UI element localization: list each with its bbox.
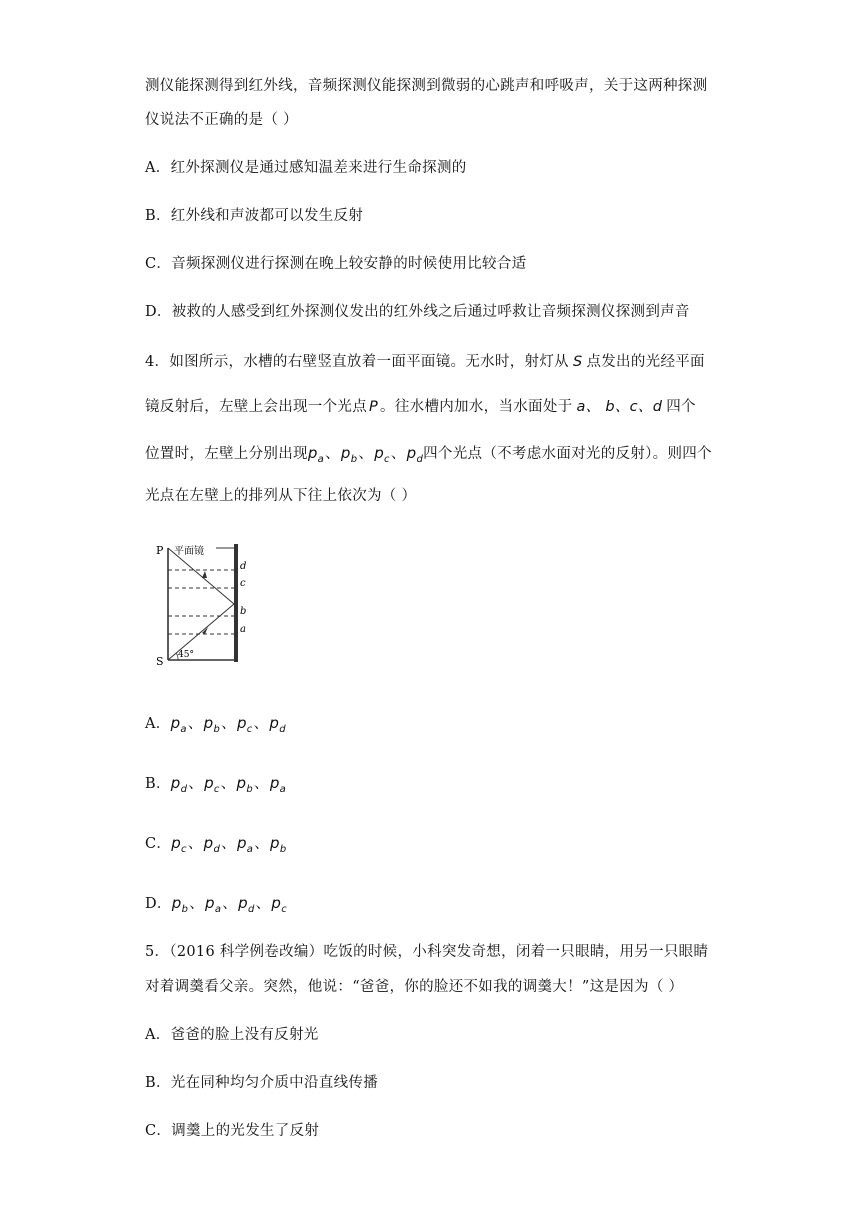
option-label: D． [145, 896, 172, 912]
spot-c: $p_c$ [171, 834, 187, 855]
q3-stem-line2: 仪说法不正确的是（ ） [145, 112, 298, 128]
spot-c: $p_c$ [204, 774, 220, 795]
mirror-wall [234, 544, 238, 662]
label-angle: 45° [178, 650, 194, 660]
q4-text: 四个光点（不考虑水面对光的反射）。则四个 [423, 446, 712, 462]
spot-c: $p_c$ [236, 714, 253, 735]
option-label: C． [145, 1123, 172, 1139]
q3-option-b [145, 204, 363, 225]
q4-option-b: B．$p_d$、$p_c$、$p_b$、$p_a$ [145, 774, 287, 795]
option-label: A． [145, 160, 171, 176]
option-text: 光在同种均匀介质中沿直线传播 [170, 1075, 378, 1091]
q5-stem-line1: 5．（2016 科学例卷改编）吃饭的时候，小科突发奇想，闭着一只眼睛，用另一只眼睛 [145, 944, 709, 960]
spot-a: $p_a$ [269, 774, 287, 795]
option-label: B． [145, 776, 171, 792]
option-text: 爸爸的脸上没有反射光 [170, 1027, 319, 1043]
q3-option-c [145, 252, 526, 273]
option-label: D． [145, 304, 172, 320]
spot-b: $p_b$ [203, 714, 221, 735]
spot-a: $p_a$ [205, 894, 222, 915]
tank-mirror-figure [150, 538, 260, 668]
label-level-d: d [240, 561, 247, 572]
option-label: A． [145, 716, 171, 732]
option-text: 音频探测仪进行探测在晚上较安静的时候使用比较合适 [171, 256, 527, 272]
option-text: 红外线和声波都可以发生反射 [170, 208, 364, 224]
q3-option-d [145, 300, 690, 321]
q4-text: 镜反射后，左壁上会出现一个光点 [145, 399, 367, 415]
point-p: P [369, 399, 379, 415]
spot-d: $p_d$ [269, 714, 286, 735]
q4-stem-line3 [145, 442, 712, 463]
spot-a: $p_a$ [236, 834, 254, 855]
q4-text: 四个 [666, 399, 696, 415]
option-label: C． [145, 836, 172, 852]
option-text: 红外探测仪是通过感知温差来进行生命探测的 [170, 160, 467, 176]
label-mirror: 平面镜 [174, 546, 204, 557]
spot-c: $p_c$ [374, 444, 390, 465]
spot-b: $p_b$ [340, 444, 358, 465]
spot-list: $p_a$、$p_b$、$p_c$、$p_d$ [307, 444, 424, 465]
q4-option-c: C．$p_c$、$p_d$、$p_a$、$p_b$ [145, 834, 287, 855]
q4-stem-line1 [145, 350, 705, 371]
q4-text: 4．如图所示，水槽的右壁竖直放着一面平面镜。无水时，射灯从 [145, 354, 569, 370]
spot-d: $p_d$ [170, 774, 188, 795]
water-levels: a、 b、c、d [576, 399, 663, 415]
option-label: C． [145, 256, 172, 272]
option-text: 被救的人感受到红外探测仪发出的红外线之后通过呼救让音频探测仪探测到声音 [171, 304, 690, 320]
option-label: A． [145, 1027, 171, 1043]
spot-a: $p_a$ [170, 714, 187, 735]
label-level-a: a [240, 624, 246, 635]
spot-d: $p_d$ [406, 444, 424, 465]
spot-d: $p_d$ [203, 834, 221, 855]
spot-c: $p_c$ [271, 894, 288, 915]
label-level-c: c [240, 578, 246, 589]
option-text: 调羹上的光发生了反射 [171, 1123, 320, 1139]
q4-stem-line2 [145, 395, 696, 416]
point-s: S [572, 354, 583, 370]
label-level-b: b [240, 606, 247, 617]
label-s: S [156, 655, 164, 668]
q4-text: 位置时，左壁上分别出现 [145, 446, 308, 462]
q4-text: 点发出的光经平面 [586, 354, 705, 370]
q5-option-c [145, 1119, 319, 1140]
q4-stem-line4: 光点在左壁上的排列从下往上依次为（ ） [145, 488, 417, 504]
spot-d: $p_d$ [238, 894, 255, 915]
q5-option-b [145, 1071, 378, 1092]
spot-b: $p_b$ [270, 834, 287, 855]
q3-stem-line1: 测仪能探测得到红外线，音频探测仪能探测到微弱的心跳声和呼吸声，关于这两种探测 [145, 78, 708, 94]
option-label: B． [145, 1075, 171, 1091]
q4-option-a: A．$p_a$、$p_b$、$p_c$、$p_d$ [145, 714, 286, 735]
label-p: P [156, 544, 164, 557]
q5-option-a [145, 1023, 319, 1044]
q4-text: 。往水槽内加水，当水面处于 [380, 399, 573, 415]
spot-b: $p_b$ [171, 894, 189, 915]
spot-b: $p_b$ [236, 774, 253, 795]
q3-option-a [145, 156, 467, 177]
q5-stem-line2: 对着调羹看父亲。突然，他说：“爸爸，你的脸还不如我的调羹大！”这是因为（ ） [145, 979, 684, 995]
q4-option-d: D．$p_b$、$p_a$、$p_d$、$p_c$ [145, 894, 288, 915]
option-label: B． [145, 208, 171, 224]
spot-a: $p_a$ [307, 444, 325, 465]
